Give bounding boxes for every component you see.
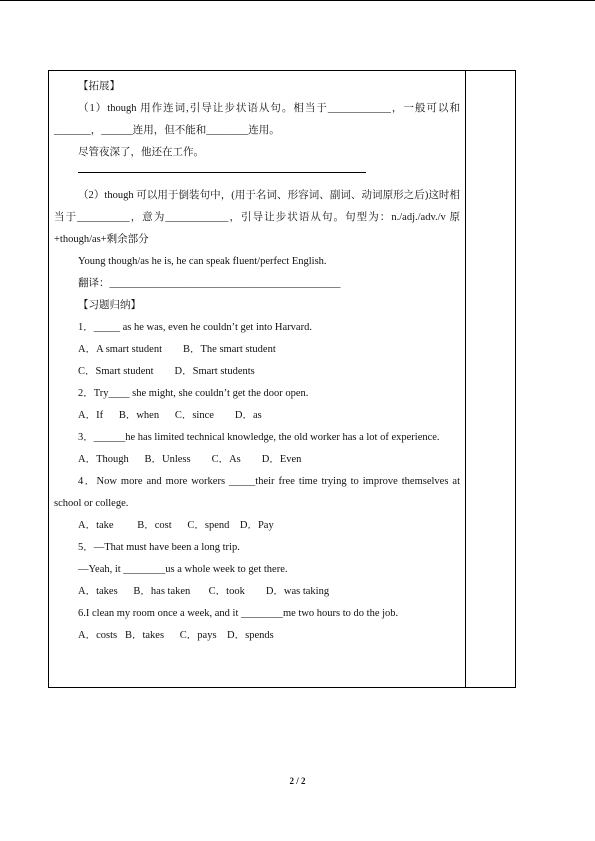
answer-blank-line: [78, 172, 366, 173]
exercises-heading: 【习题归纳】: [78, 300, 141, 311]
question-1: 1．_____ as he was, even he couldn’t get into Harvard.: [78, 322, 312, 333]
question-5-reply: —Yeah, it ________us a whole week to get there.: [78, 564, 288, 575]
column-divider: [465, 70, 466, 688]
top-rule: [0, 0, 595, 1]
question-1-options-ab: A．A smart student B．The smart student: [78, 344, 276, 355]
question-6-options: A．costs B．takes C．pays D．spends: [78, 630, 274, 641]
example-sentence-en: Young though/as he is, he can speak fluent/perfect English.: [78, 256, 327, 267]
though-inversion-note: （2）though 可以用于倒装句中，(用于名词、形容词、副词、动词原形之后)这时相当于__________，意为____________，引导让步状语从句。句型为：n./adj./adv./v 原+though/as+剩余部分: [54, 190, 460, 245]
though-conjunction-note: （1）though 用作连词,引导让步状语从句。相当于____________，一般可以和_______，______连用，但不能和________连用。: [54, 103, 460, 136]
question-3-options: A．Though B．Unless C．As D．Even: [78, 454, 302, 465]
question-2: 2．Try____ she might, she couldn’t get the door open.: [78, 388, 309, 399]
question-5: 5．—That must have been a long trip.: [78, 542, 240, 553]
main-cell: [54, 76, 460, 647]
expand-heading: 【拓展】: [78, 81, 120, 92]
page-number: 2 / 2: [289, 776, 306, 786]
question-4: 4．Now more and more workers _____their free time trying to improve themselves at school or college.: [54, 476, 460, 509]
question-4-options: A．take B．cost C．spend D．Pay: [78, 520, 274, 531]
question-6: 6.I clean my room once a week, and it ________me two hours to do the job.: [78, 608, 399, 619]
example-sentence-cn: 尽管夜深了，他还在工作。: [78, 147, 204, 158]
question-2-options: A．If B．when C．since D．as: [78, 410, 262, 421]
translation-line: 翻译：____________________________________________: [78, 278, 341, 289]
question-5-options: A．takes B．has taken C．took D．was taking: [78, 586, 330, 597]
question-1-options-cd: C．Smart student D．Smart students: [78, 366, 255, 377]
question-3: 3．______he has limited technical knowledge, the old worker has a lot of experience.: [78, 432, 440, 443]
